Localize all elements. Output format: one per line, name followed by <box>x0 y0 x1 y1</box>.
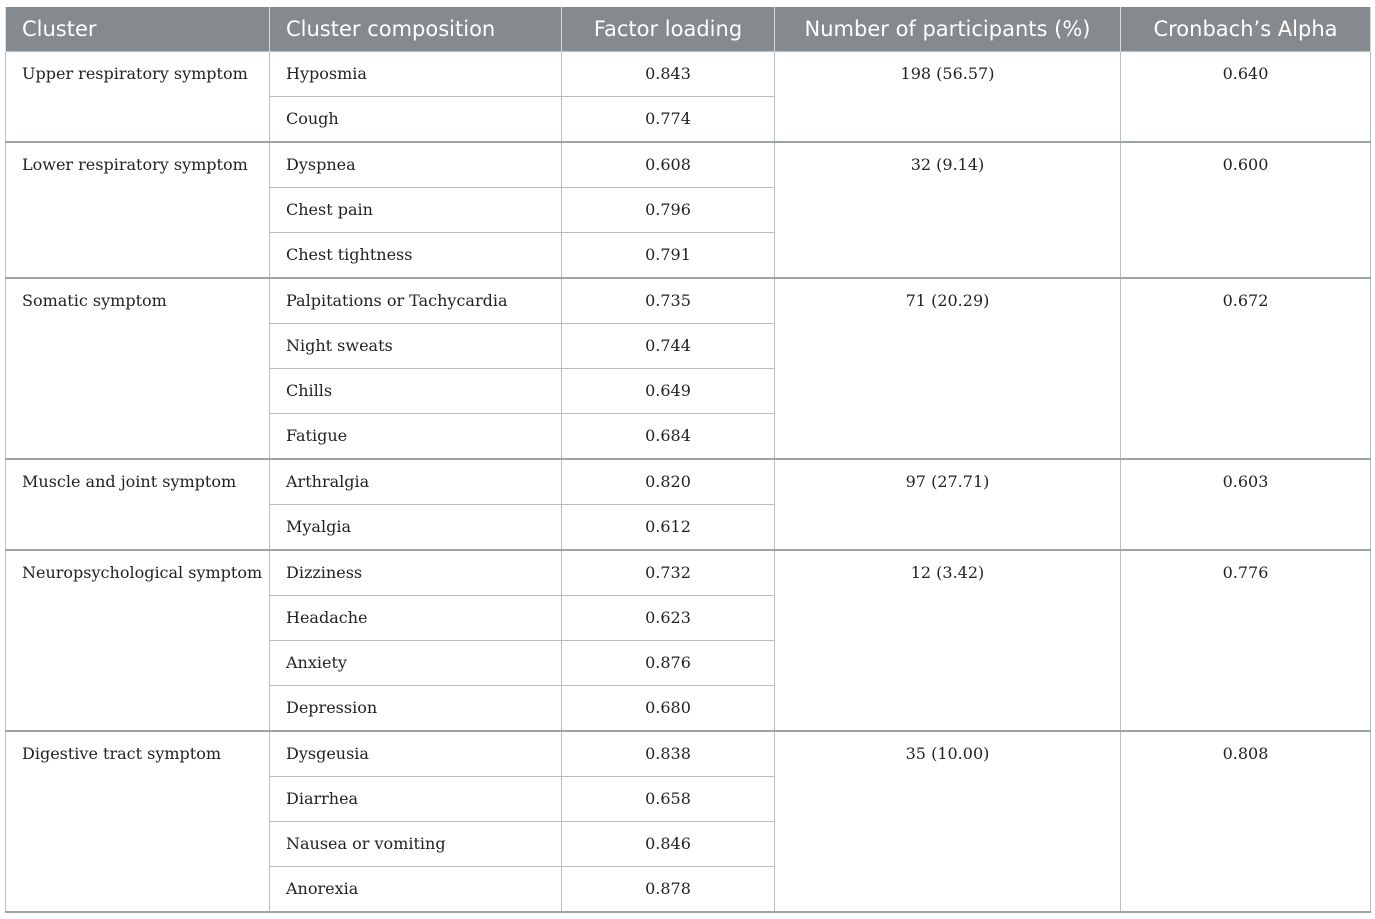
factor-loading-cell: 0.735 <box>562 278 775 324</box>
header-factor-loading: Factor loading <box>562 7 775 52</box>
symptom-name-cell: Palpitations or Tachycardia <box>270 278 562 324</box>
factor-loading-cell: 0.846 <box>562 822 775 867</box>
factor-loading-cell: 0.791 <box>562 233 775 279</box>
factor-loading-cell: 0.649 <box>562 369 775 414</box>
cronbach-alpha-cell: 0.672 <box>1121 278 1371 459</box>
symptom-name-cell: Chest pain <box>270 188 562 233</box>
factor-loading-cell: 0.774 <box>562 97 775 143</box>
factor-loading-cell: 0.744 <box>562 324 775 369</box>
cluster-name-cell: Neuropsychological symptom <box>6 550 270 731</box>
cluster-name-cell: Lower respiratory symptom <box>6 142 270 278</box>
factor-loading-cell: 0.608 <box>562 142 775 188</box>
cluster-name-cell: Somatic symptom <box>6 278 270 459</box>
symptom-name-cell: Dizziness <box>270 550 562 596</box>
symptom-name-cell: Night sweats <box>270 324 562 369</box>
participants-cell: 35 (10.00) <box>775 731 1121 912</box>
table-row <box>6 550 1371 596</box>
participants-cell: 71 (20.29) <box>775 278 1121 459</box>
factor-loading-cell: 0.876 <box>562 641 775 686</box>
cluster-name-cell: Muscle and joint symptom <box>6 459 270 550</box>
cronbach-alpha-cell: 0.600 <box>1121 142 1371 278</box>
cluster-name-cell: Upper respiratory symptom <box>6 52 270 143</box>
symptom-name-cell: Chills <box>270 369 562 414</box>
factor-loading-cell: 0.732 <box>562 550 775 596</box>
header-number-of-participants: Number of participants (%) <box>775 7 1121 52</box>
header-cronbachs-alpha: Cronbach’s Alpha <box>1121 7 1371 52</box>
table-header <box>6 7 1371 52</box>
participants-cell: 198 (56.57) <box>775 52 1121 143</box>
factor-loading-cell: 0.843 <box>562 52 775 97</box>
header-cluster-composition: Cluster composition <box>270 7 562 52</box>
symptom-name-cell: Dyspnea <box>270 142 562 188</box>
factor-loading-cell: 0.820 <box>562 459 775 505</box>
participants-cell: 97 (27.71) <box>775 459 1121 550</box>
participants-cell: 12 (3.42) <box>775 550 1121 731</box>
table-row <box>6 731 1371 777</box>
factor-loading-cell: 0.680 <box>562 686 775 732</box>
factor-loading-cell: 0.796 <box>562 188 775 233</box>
table-body <box>6 52 1371 913</box>
symptom-cluster-table <box>5 7 1371 913</box>
factor-loading-cell: 0.838 <box>562 731 775 777</box>
cronbach-alpha-cell: 0.776 <box>1121 550 1371 731</box>
header-cluster: Cluster <box>6 7 270 52</box>
header-row <box>6 7 1371 52</box>
symptom-name-cell: Fatigue <box>270 414 562 460</box>
table-row <box>6 278 1371 324</box>
symptom-name-cell: Anorexia <box>270 867 562 913</box>
factor-loading-cell: 0.684 <box>562 414 775 460</box>
symptom-name-cell: Myalgia <box>270 505 562 551</box>
symptom-name-cell: Depression <box>270 686 562 732</box>
factor-loading-cell: 0.623 <box>562 596 775 641</box>
factor-loading-cell: 0.878 <box>562 867 775 913</box>
symptom-name-cell: Headache <box>270 596 562 641</box>
symptom-name-cell: Hyposmia <box>270 52 562 97</box>
symptom-name-cell: Arthralgia <box>270 459 562 505</box>
symptom-name-cell: Chest tightness <box>270 233 562 279</box>
cronbach-alpha-cell: 0.640 <box>1121 52 1371 143</box>
symptom-name-cell: Dysgeusia <box>270 731 562 777</box>
symptom-name-cell: Anxiety <box>270 641 562 686</box>
participants-cell: 32 (9.14) <box>775 142 1121 278</box>
factor-loading-cell: 0.658 <box>562 777 775 822</box>
table-row <box>6 142 1371 188</box>
cronbach-alpha-cell: 0.808 <box>1121 731 1371 912</box>
table-row <box>6 52 1371 97</box>
factor-loading-cell: 0.612 <box>562 505 775 551</box>
cronbach-alpha-cell: 0.603 <box>1121 459 1371 550</box>
symptom-name-cell: Nausea or vomiting <box>270 822 562 867</box>
cluster-name-cell: Digestive tract symptom <box>6 731 270 912</box>
table-row <box>6 459 1371 505</box>
symptom-name-cell: Diarrhea <box>270 777 562 822</box>
symptom-name-cell: Cough <box>270 97 562 143</box>
